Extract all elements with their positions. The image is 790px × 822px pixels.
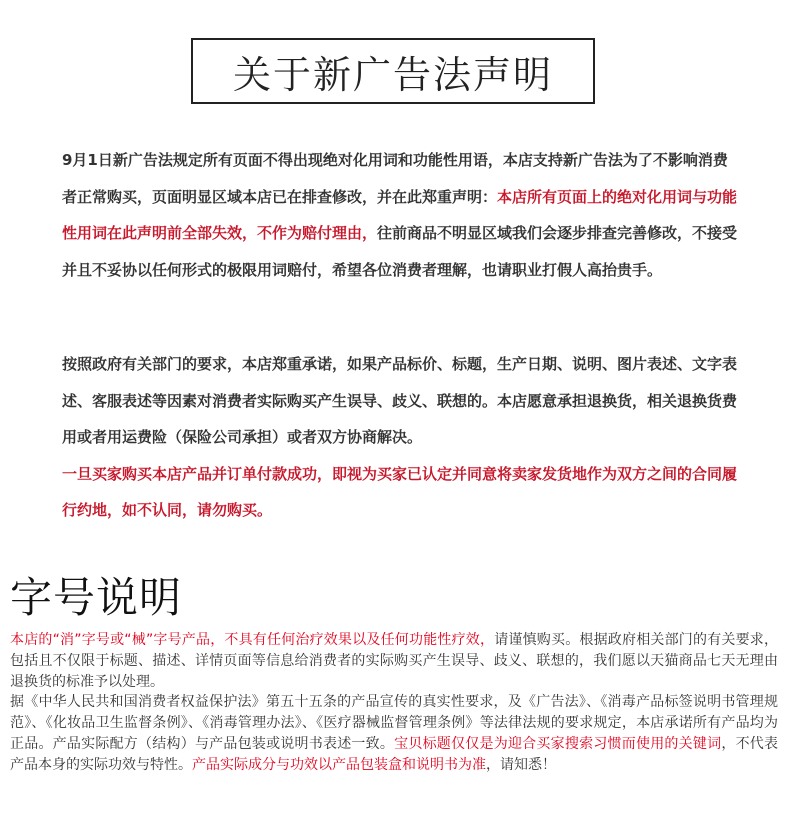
notice-p3-highlight: 一旦买家购买本店产品并订单付款成功，即视为买家已认定并同意将卖家发货地作为双方之间的合同履行约地，如不认同，请勿购买。	[62, 464, 738, 519]
font-notice-s2-highlight-1: 宝贝标题仅仅是为迎合买家搜索习惯而使用的关键词	[394, 735, 722, 752]
notice-paragraph-2	[62, 346, 742, 529]
font-notice-paragraph-2	[10, 692, 778, 775]
font-notice-title: 字号说明	[10, 573, 183, 622]
notice-p2-text: 按照政府有关部门的要求，本店郑重承诺，如果产品标价、标题，生产日期、说明、图片表述、文字表述、客服表述等因素对消费者实际购买产生误导、歧义、联想的。本店愿意承担退换货，相关退换货费用或者用运费险（保险公司承担）或者双方协商解决。	[62, 355, 738, 446]
font-notice-s2-highlight-2: 产品实际成分与功效以产品包装盒和说明书为准	[192, 756, 486, 773]
notice-paragraph-1	[62, 142, 742, 288]
font-notice-s2-text-b: ，不代表产品本身的实际功效与特性。	[10, 735, 779, 773]
notice-p1-highlight: 本店所有页面上的绝对化用词与功能性用词在此声明前全部失效，不作为赔付理由，	[62, 187, 738, 242]
notice-title: 关于新广告法声明	[232, 52, 553, 97]
notice-p1-text-a: 9月1日新广告法规定所有页面不得出现绝对化用词和功能性用语，本店支持新广告法为了不影响消费者正常购买，页面明显区域本店已在排查修改，并在此郑重声明：	[62, 151, 728, 206]
font-notice-s1-text: 请谨慎购买。根据政府相关部门的有关要求，包括且不仅限于标题、描述、详情页面等信息给消费者的实际购买产生误导、歧义、联想的，我们愿以天猫商品七天无理由退换货的标准予以处理。	[10, 632, 778, 690]
notice-title-box	[191, 38, 595, 104]
font-notice-s2-text-a: 据《中华人民共和国消费者权益保护法》第五十五条的产品宣传的真实性要求，及《广告法》、《消毒产品标签说明书管理规范》、《化妆品卫生监督条例》、《消毒管理办法》、《医疗器械监督管理条例》等法律法规的要求规定，本店承诺所有产品均为正品。产品实际配方（结构）与产品包装或说明书表述一致。	[10, 694, 778, 752]
font-notice-s1-highlight: 本店的“消”字号或“械”字号产品，不具有任何治疗效果以及任何功能性疗效，	[10, 632, 495, 648]
font-notice-paragraph-1	[10, 630, 778, 692]
notice-p1-text-b: 往前商品不明显区域我们会逐步排查完善修改，不接受并且不妥协以任何形式的极限用词赔付，希望各位消费者理解，也请职业打假人高抬贵手。	[62, 224, 738, 279]
font-notice-s2-text-c: ，请知悉！	[486, 756, 556, 773]
font-notice-body	[10, 630, 778, 776]
